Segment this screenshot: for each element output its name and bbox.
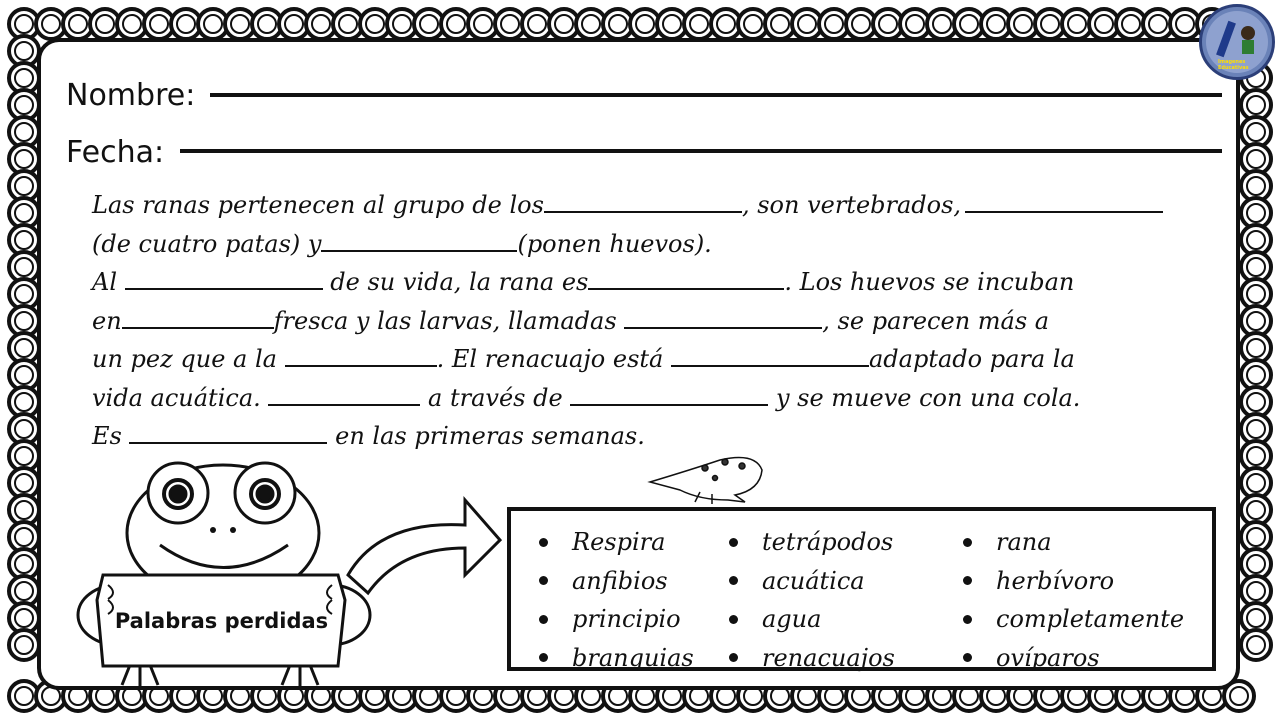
date-label: Fecha: bbox=[66, 135, 165, 170]
text-fragment: en las primeras semanas. bbox=[335, 422, 645, 450]
word-item bbox=[729, 523, 895, 562]
text-fragment: . El renacuajo está bbox=[436, 345, 664, 373]
text-fragment: Es bbox=[92, 422, 122, 450]
word-text: rana bbox=[996, 528, 1052, 557]
word-text: Respira bbox=[572, 528, 666, 557]
text-fragment: (ponen huevos). bbox=[517, 229, 712, 258]
bullet-icon bbox=[963, 615, 972, 624]
word-item bbox=[729, 600, 895, 639]
bullet-icon bbox=[729, 653, 738, 662]
word-text: principio bbox=[572, 605, 681, 634]
word-item bbox=[729, 639, 895, 678]
word-item bbox=[539, 562, 694, 601]
bullet-icon bbox=[729, 615, 738, 624]
text-fragment: . Los huevos se incuban bbox=[784, 268, 1075, 296]
text-fragment: (de cuatro patas) y bbox=[92, 229, 322, 258]
text-fragment: en bbox=[92, 306, 122, 335]
word-item bbox=[963, 600, 1184, 639]
word-item bbox=[963, 639, 1184, 678]
name-label: Nombre: bbox=[66, 78, 196, 113]
word-bank-column-2 bbox=[729, 523, 895, 677]
word-text: tetrápodos bbox=[762, 528, 894, 557]
word-text: herbívoro bbox=[996, 566, 1115, 595]
word-bank-column-1 bbox=[539, 523, 694, 677]
word-item bbox=[963, 523, 1184, 562]
bullet-icon bbox=[963, 576, 972, 585]
arrow-illustration bbox=[348, 500, 500, 593]
word-item bbox=[539, 639, 694, 678]
word-text: completamente bbox=[996, 605, 1185, 634]
bullet-icon bbox=[539, 615, 548, 624]
word-text: ovíparos bbox=[996, 643, 1100, 672]
text-fragment: y se mueve con una cola. bbox=[775, 383, 1081, 412]
word-item bbox=[729, 562, 895, 601]
text-fragment: fresca y las larvas, llamadas bbox=[273, 306, 617, 335]
bullet-icon bbox=[729, 538, 738, 547]
bullet-icon bbox=[539, 538, 548, 547]
text-fragment: un pez que a la bbox=[92, 345, 277, 373]
word-item bbox=[963, 562, 1184, 601]
text-fragment: a través de bbox=[428, 383, 563, 412]
bullet-icon bbox=[729, 576, 738, 585]
word-bank-column-3 bbox=[963, 523, 1184, 677]
bullet-icon bbox=[963, 538, 972, 547]
text-fragment: Las ranas pertenecen al grupo de los bbox=[92, 191, 544, 219]
sign-label: Palabras perdidas bbox=[114, 609, 329, 633]
word-text: agua bbox=[762, 605, 822, 634]
text-fragment: Al bbox=[92, 268, 118, 296]
text-fragment: , se parecen más a bbox=[822, 306, 1050, 335]
word-text: branquias bbox=[572, 643, 694, 672]
tadpole-illustration bbox=[650, 458, 762, 504]
text-fragment: adaptado para la bbox=[868, 345, 1075, 373]
word-text: acuática bbox=[762, 566, 865, 595]
text-fragment: , son vertebrados, bbox=[741, 191, 962, 219]
bullet-icon bbox=[539, 653, 548, 662]
bullet-icon bbox=[539, 576, 548, 585]
word-text: anfibios bbox=[572, 566, 668, 595]
text-fragment: vida acuática. bbox=[92, 383, 261, 412]
text-fragment: de su vida, la rana es bbox=[330, 268, 589, 296]
word-bank bbox=[507, 507, 1216, 671]
bullet-icon bbox=[963, 653, 972, 662]
logo-text: Imagenes Educativas bbox=[1218, 59, 1249, 71]
word-item bbox=[539, 600, 694, 639]
word-text: renacuajos bbox=[762, 643, 895, 672]
word-item bbox=[539, 523, 694, 562]
